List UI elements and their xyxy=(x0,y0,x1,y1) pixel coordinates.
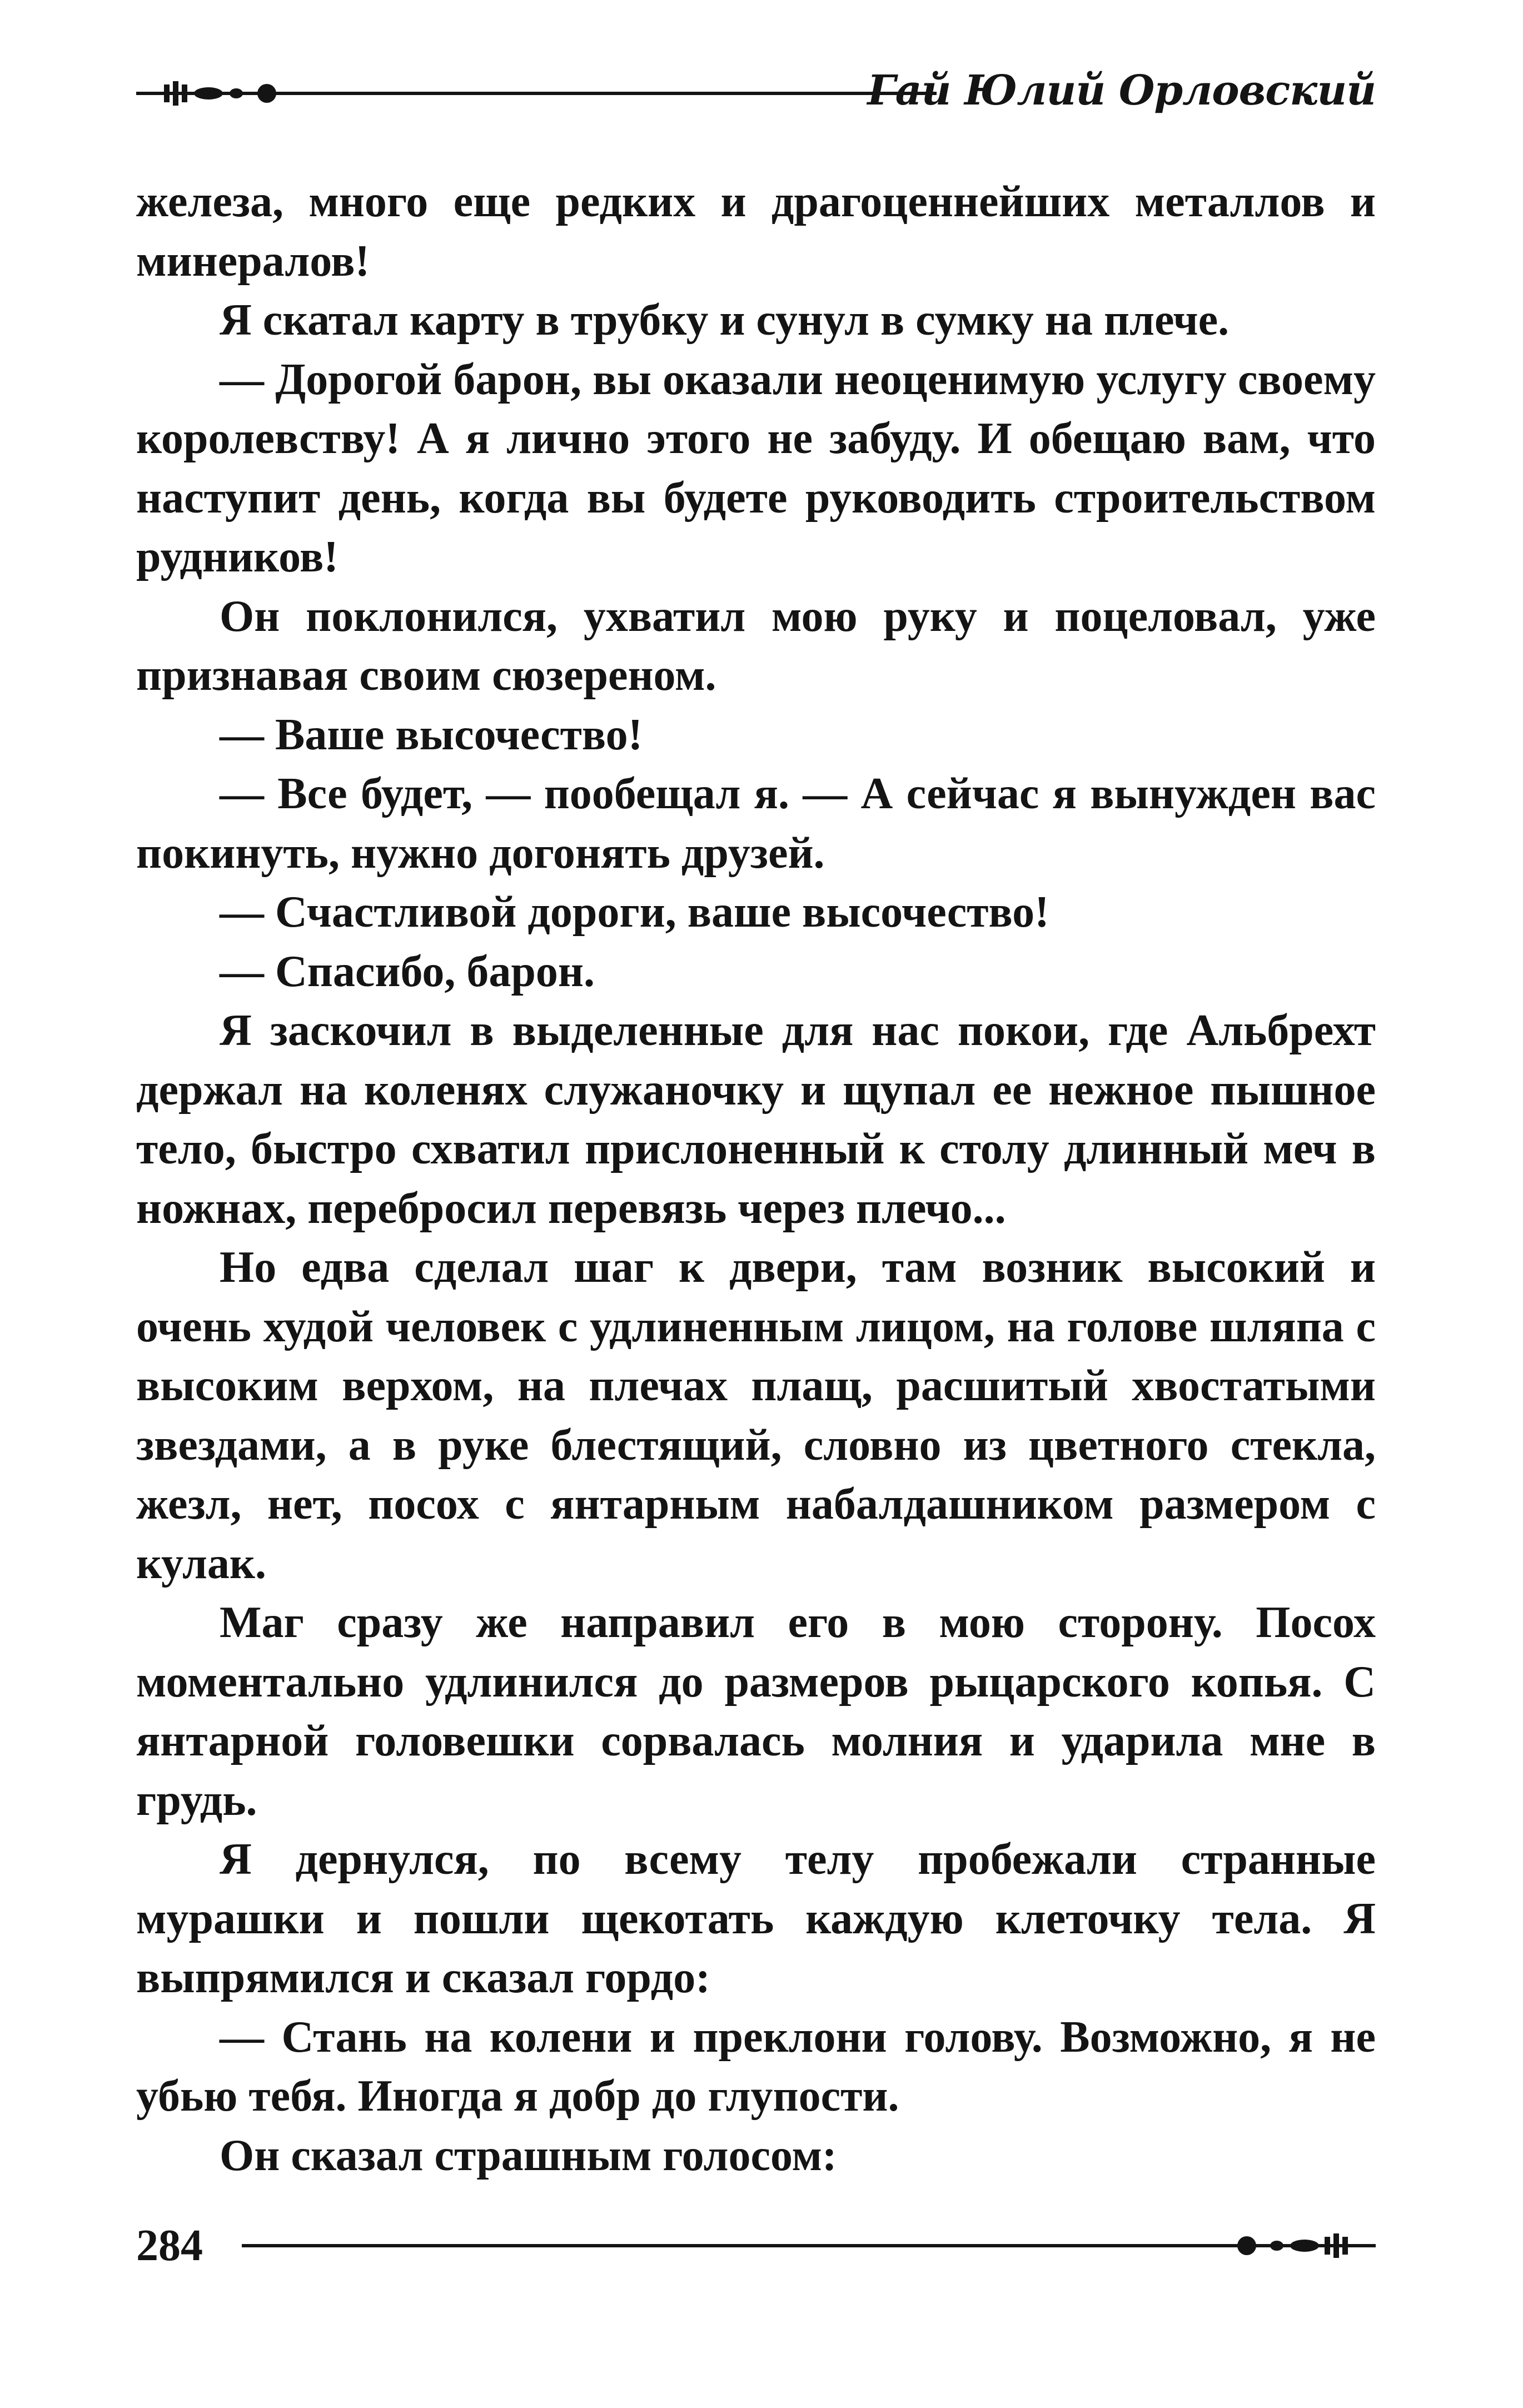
paragraph: — Стань на колени и преклони голову. Возможно, я не убью тебя. Иногда я добр до глупости. xyxy=(136,2012,1376,2121)
running-footer xyxy=(136,2215,1376,2276)
paragraph: — Счастливой дороги, ваше высочество! xyxy=(220,888,1049,937)
header-ornament-icon xyxy=(136,77,937,110)
paragraph: Он поклонился, ухватил мою руку и поцеловал, уже признавая своим сюзереном. xyxy=(136,591,1376,700)
footer-ornament-icon xyxy=(242,2229,1376,2262)
paragraph: Он сказал страшным голосом: xyxy=(220,2131,837,2180)
paragraph: Я заскочил в выделенные для нас покои, где Альбрехт держал на коленях служаночку и щупал ее нежное пышное тело, быстро схватил прислоненный к столу длинный меч в ножнах, перебросил перевязь через плечо... xyxy=(136,1006,1376,1233)
page-number: 284 xyxy=(136,2221,203,2270)
paragraph: — Ваше высочество! xyxy=(220,710,643,759)
paragraph: — Спасибо, барон. xyxy=(220,947,595,996)
paragraph: железа, много еще редких и драгоценнейших металлов и минералов! xyxy=(136,177,1376,286)
body-text xyxy=(136,172,1376,2185)
paragraph: — Дорогой барон, вы оказали неоценимую услугу своему королевству! А я лично этого не забуду. И обещаю вам, что наступит день, когда вы будете руководить строительством рудников! xyxy=(136,355,1376,581)
paragraph: Но едва сделал шаг к двери, там возник высокий и очень худой человек с удлиненным лицом, на голове шляпа с высоким верхом, на плечах плащ, расшитый хвостатыми звездами, а в руке блестящий, словно из цветного стекла, жезл, нет, посох с янтарным набалдашником размером с кулак. xyxy=(136,1243,1376,1588)
author-name: Гай Юлий Орловский xyxy=(867,67,1376,115)
paragraph: Я дернулся, по всему телу пробежали странные мурашки и пошли щекотать каждую клеточку тела. Я выпрямился и сказал гордо: xyxy=(136,1835,1376,2002)
paragraph: Я скатал карту в трубку и сунул в сумку на плече. xyxy=(220,296,1230,345)
paragraph: — Все будет, — пообещал я. — А сейчас я вынужден вас покинуть, нужно догонять друзей. xyxy=(136,769,1376,878)
running-header xyxy=(136,60,1376,121)
paragraph: Маг сразу же направил его в мою сторону. Посох моментально удлинился до размеров рыцарского копья. С янтарной головешки сорвалась молния и ударила мне в грудь. xyxy=(136,1598,1376,1825)
